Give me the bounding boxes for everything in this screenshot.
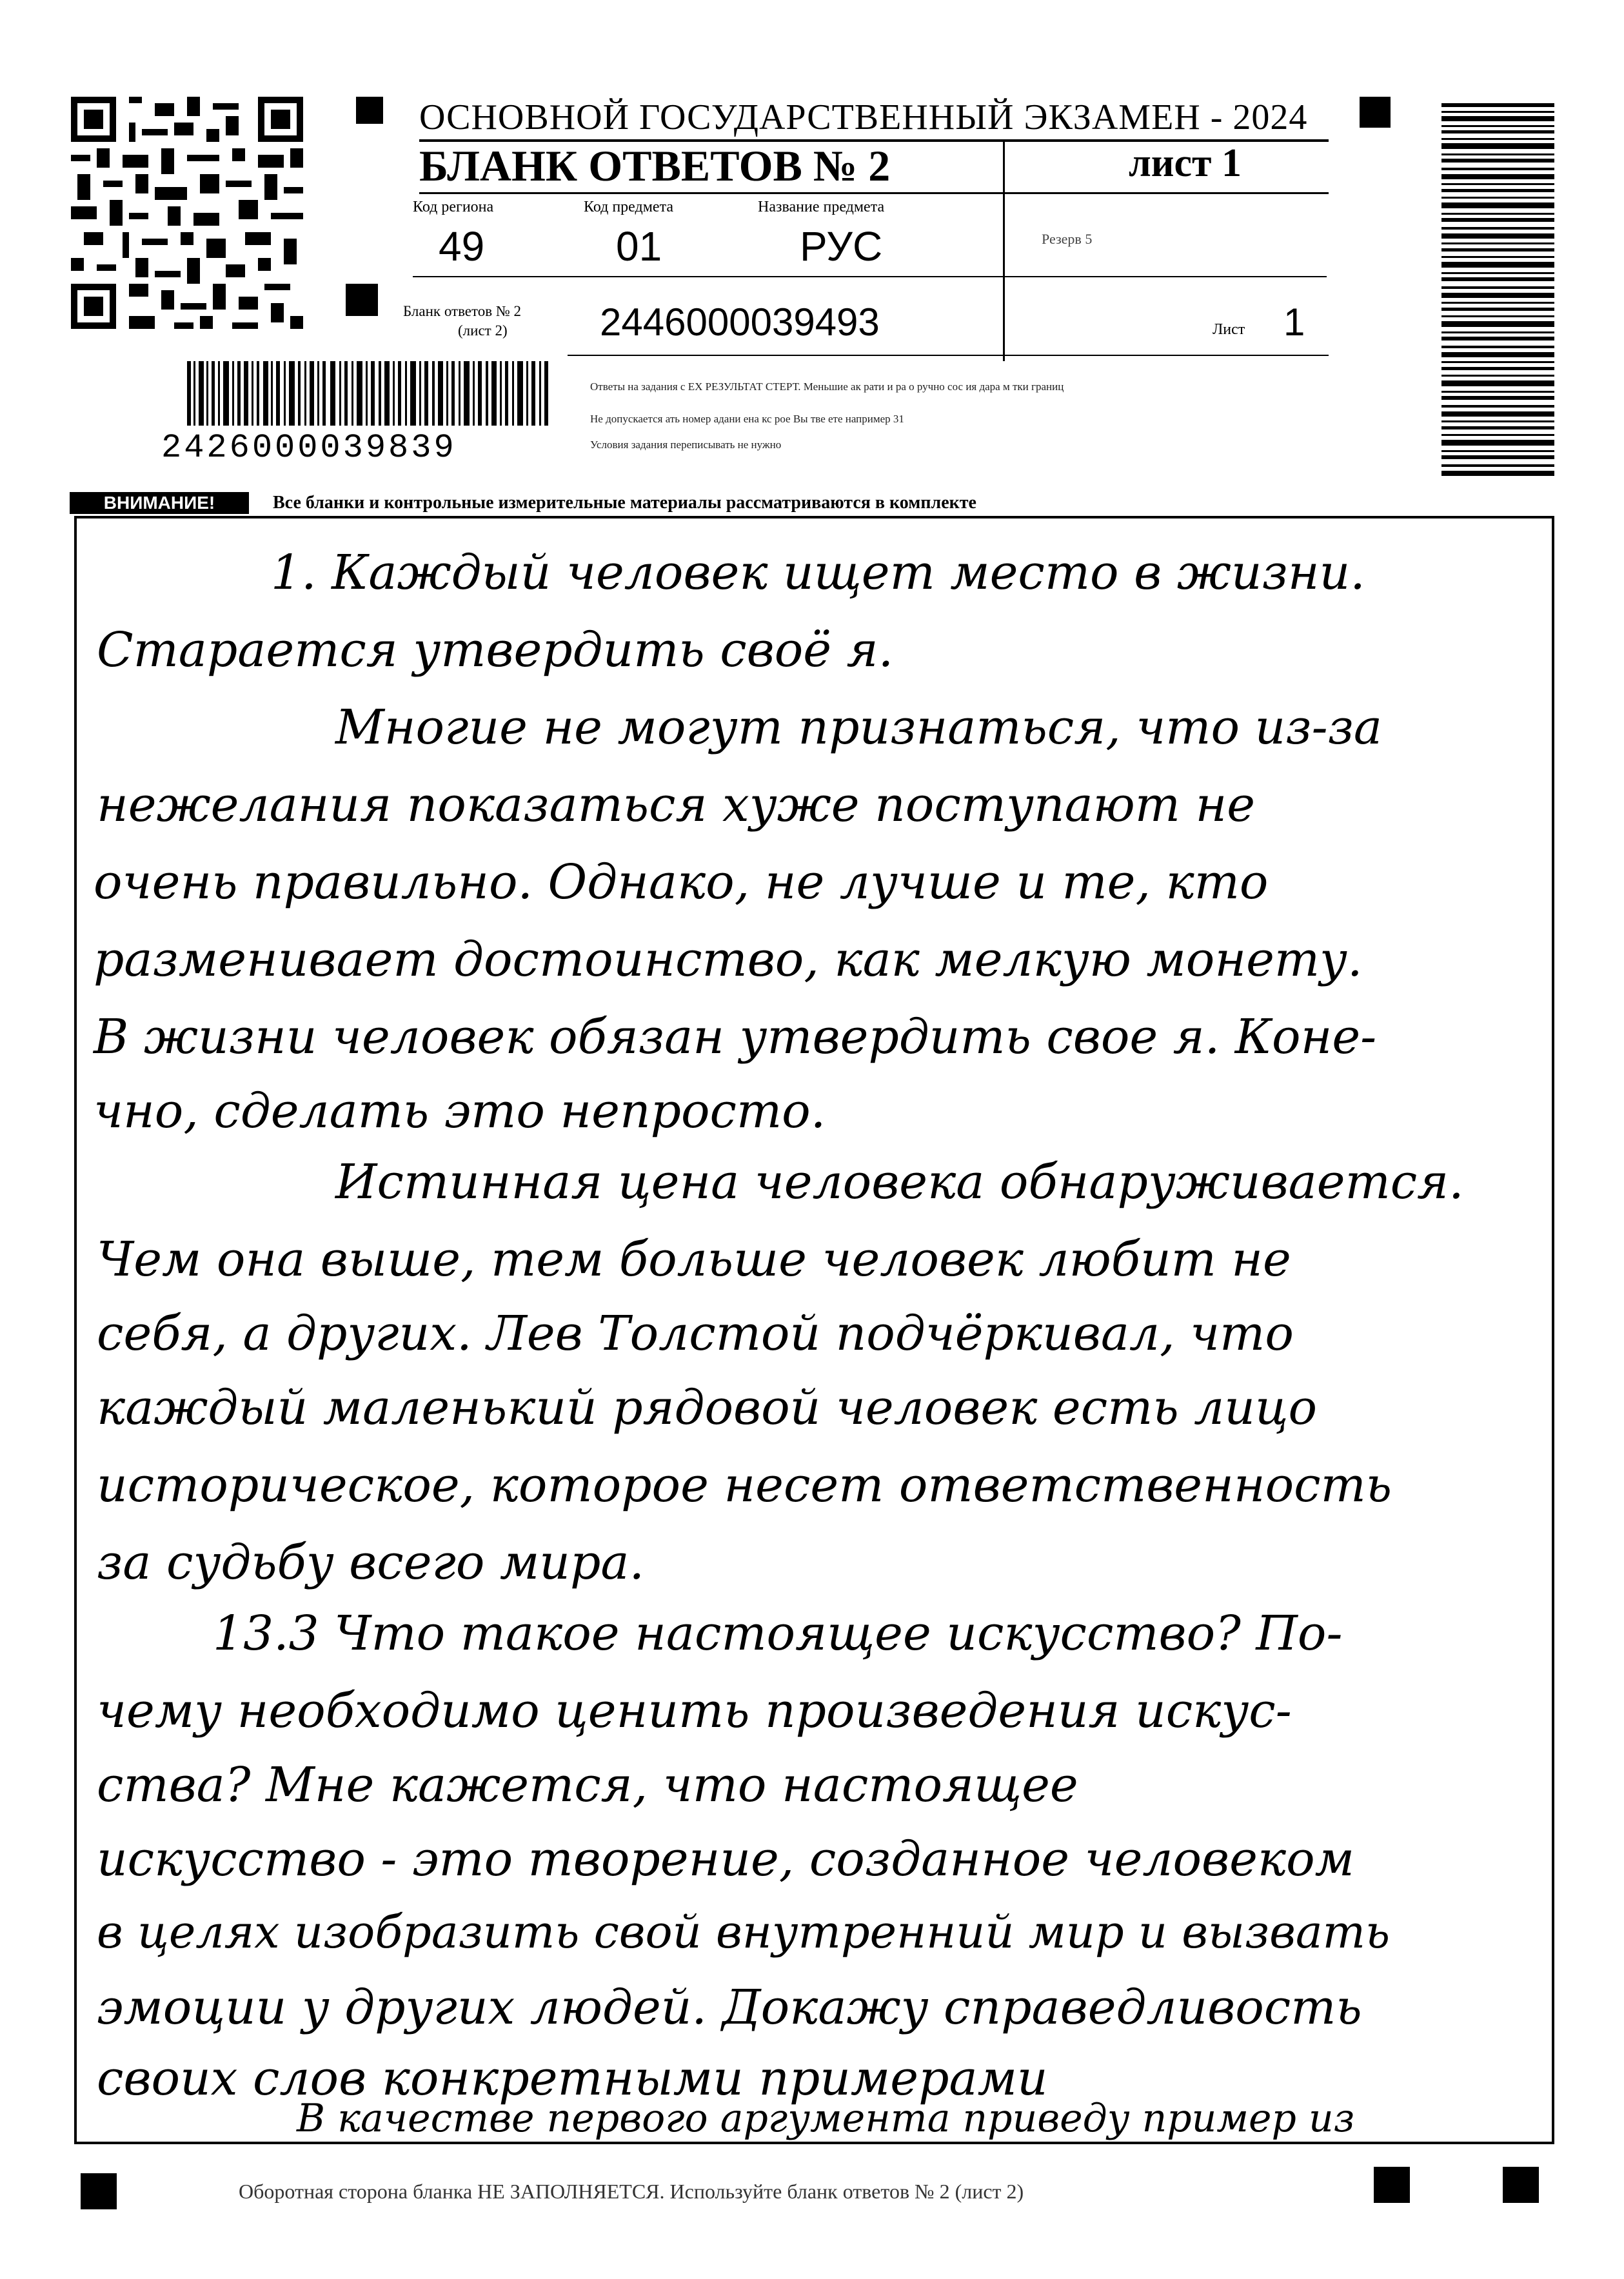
- answer-line: эмоции у других людей. Докажу справедливость: [97, 1980, 1362, 2035]
- answer-form-sublabel: (лист 2): [458, 322, 508, 339]
- answer-line: В качестве первого аргумента приведу пример из: [297, 2096, 1355, 2141]
- sheet-no-value: 1: [1283, 301, 1305, 344]
- instruction-line-3: Условия задания переписывать не нужно: [590, 439, 782, 451]
- number-row-rule: [568, 355, 1329, 356]
- warning-badge: ВНИМАНИЕ!: [70, 492, 249, 514]
- alignment-marker-top-right: [1360, 97, 1391, 128]
- linear-barcode: [187, 361, 548, 426]
- alignment-marker-mid-left: [346, 284, 378, 316]
- barcode-number: 2426000039839: [161, 429, 457, 467]
- alignment-marker-bottom-right-2: [1503, 2167, 1539, 2203]
- answer-line: в целях изобразить свой внутренний мир и вызвать: [97, 1906, 1391, 1958]
- answer-line: себя, а других. Лев Толстой подчёркивал, что: [97, 1306, 1294, 1361]
- answer-line: историческое, которое несет ответственность: [97, 1457, 1392, 1513]
- instruction-line-1: Ответы на задания с ЕХ РЕЗУЛЬТАТ СТЕРТ. Меньшие ак рати и ра о ручно сос ия дара м тки границ: [590, 380, 1064, 393]
- fields-bottom-rule: [413, 276, 1006, 277]
- answer-line: Многие не могут признаться, что из-за: [335, 700, 1383, 755]
- answer-line: нежелания показаться хуже поступают не: [97, 777, 1256, 833]
- vertical-barcode: [1441, 103, 1554, 477]
- reserve-label: Резерв 5: [1042, 231, 1093, 247]
- answer-form-number: 2446000039493: [600, 301, 880, 344]
- answer-line: чно, сделать это непросто.: [94, 1083, 826, 1139]
- answer-line: своих слов конкретными примерами: [97, 2051, 1048, 2106]
- exam-title: ОСНОВНОЙ ГОСУДАРСТВЕННЫЙ ЭКЗАМЕН - 2024: [419, 97, 1308, 137]
- answer-line: ства? Мне кажется, что настоящее: [97, 1757, 1078, 1813]
- alignment-marker-top-left: [356, 97, 383, 124]
- region-code-value: 49: [439, 223, 485, 270]
- answer-line: Старается утвердить своё я.: [97, 622, 894, 678]
- header-mid-rule: [419, 192, 1329, 194]
- answer-line: искусство - это творение, созданное человеком: [97, 1831, 1355, 1887]
- answer-line: 1. Каждый человек ищет место в жизни.: [271, 545, 1365, 600]
- answer-line: за судьбу всего мира.: [97, 1535, 644, 1590]
- form-title: БЛАНК ОТВЕТОВ № 2: [419, 141, 891, 190]
- region-code-label: Код региона: [413, 199, 494, 215]
- warning-text: Все бланки и контрольные измерительные материалы рассматриваются в комплекте: [273, 493, 976, 513]
- instruction-line-2: Не допускается ать номер адани ена кс рое Вы тве ете например 31: [590, 413, 904, 425]
- footer-note: Оборотная сторона бланка НЕ ЗАПОЛНЯЕТСЯ. Используйте бланк ответов № 2 (лист 2): [239, 2180, 1024, 2203]
- answer-line: Истинная цена человека обнаруживается.: [335, 1154, 1464, 1210]
- fields-bottom-rule-right: [1004, 276, 1327, 277]
- answer-line: разменивает достоинство, как мелкую монету.: [94, 932, 1363, 987]
- answer-line: чему необходимо ценить произведения искус-: [97, 1683, 1292, 1739]
- answer-line: каждый маленький рядовой человек есть лицо: [97, 1380, 1318, 1435]
- alignment-marker-bottom-left: [81, 2173, 117, 2209]
- alignment-marker-bottom-right-1: [1374, 2167, 1410, 2203]
- sheet-no-label: Лист: [1213, 321, 1245, 338]
- sheet-label: лист 1: [1129, 141, 1242, 185]
- subject-name-label: Название предмета: [758, 199, 885, 215]
- header-divider: [1003, 142, 1005, 361]
- subject-name-value: РУС: [800, 223, 883, 270]
- subject-code-value: 01: [616, 223, 662, 270]
- subject-code-label: Код предмета: [584, 199, 673, 215]
- answer-line: 13.3 Что такое настоящее искусство? По-: [213, 1606, 1343, 1661]
- qr-code: [71, 97, 303, 329]
- answer-line: очень правильно. Однако, не лучше и те, кто: [94, 854, 1269, 910]
- answer-form-label: Бланк ответов № 2: [403, 303, 522, 319]
- answer-line: В жизни человек обязан утвердить свое я. Коне-: [94, 1009, 1377, 1065]
- answer-line: Чем она выше, тем больше человек любит не: [97, 1232, 1291, 1287]
